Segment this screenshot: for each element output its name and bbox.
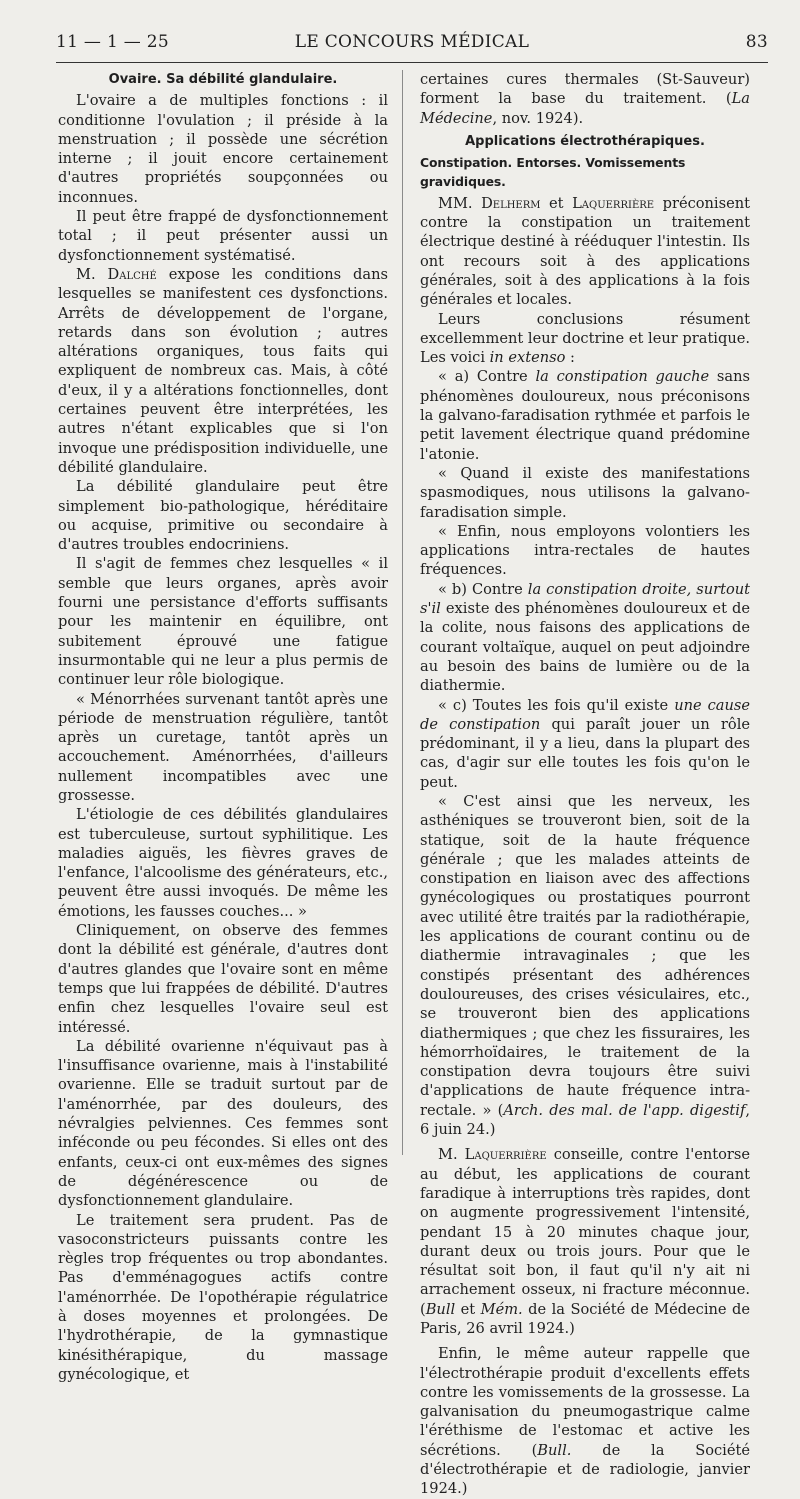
text: « c) Toutes les fois qu'il existe: [438, 696, 675, 714]
text: conseille, contre l'entorse au début, les applications de courant faradique à interruptions très rapides, dont on augmente progressivement l'intensité, pendant 15 à 20 minutes chaque jour, durant deux ou trois jours. Pour que le résultat soit bon, il faut qu'il n'y ait ni arrachement osseux, ni fracture méconnue. (: [420, 1146, 750, 1318]
paragraph: [420, 696, 750, 792]
paragraph: [420, 367, 750, 463]
text: préconisent contre la constipation un traitement électrique destiné à rééduquer l'intestin. Ils ont recours soit à des applications générales, soit à des applications à la fois générales et locales.: [420, 194, 750, 309]
paragraph: Il s'agit de femmes chez lesquelles « il semble que leurs organes, après avoir fourni une persistance d'efforts suffisants pour les maintenir en équilibre, ont subitement éprouvé une fatigue insurmontable qui ne leur a plus permis de continuer leur rôle biologique.: [58, 555, 388, 689]
text: certaines cures thermales (St-Sauveur) forment la base du traitement. (: [420, 71, 750, 108]
text: de la Société d'électrothérapie et de radiologie, janvier 1924.): [420, 1441, 750, 1498]
citation-title: Mém.: [480, 1300, 523, 1318]
text: et: [455, 1300, 481, 1318]
paragraph: [58, 265, 388, 477]
italic-text: in extenso: [489, 349, 566, 367]
paragraph: Il peut être frappé de dysfonctionnement total ; il peut présenter aussi un dysfonctionnement systématisé.: [58, 208, 388, 264]
paragraph: [420, 580, 750, 696]
paragraph: [420, 792, 750, 1139]
section-heading-electro: Applications électrothérapiques.: [465, 133, 705, 149]
italic-text: la constipation droite, surtout s'il: [420, 580, 750, 618]
author-name: M. Laquerrière: [438, 1146, 547, 1164]
paragraph: [420, 194, 750, 310]
paragraph: L'étiologie de ces débilités glandulaires est tuberculeuse, surtout syphilitique. Les maladies aiguës, les fièvres graves de l'enfance, l'alcoolisme des générateurs, etc., peuvent être aussi invoqués. De même les émotions, les fausses couches... »: [58, 806, 388, 920]
citation-title: Arch. des mal. de l'app. digestif: [503, 1101, 746, 1119]
text: « b) Contre: [438, 580, 528, 598]
text: « C'est ainsi que les nerveux, les asthéniques se trouveront bien, soit de la statique, soit de la haute fréquence générale ; que les malades atteints de constipation en liaison avec des affections gynécologiques ou prostatiques pourront avec utilité être traités par la radiothérapie, les applications de courant continu ou de diathermie intravaginales ; que les constipés présentant des adhérences douloureuses, des crises vésiculaires, etc., se trouveront bien des applications diathermiques ; que chez les fissuraires, les hémorrhoïdaires, le traitement de la constipation devra toujours être suivi d'applications de haute fréquence intra-rectale. »: [420, 792, 750, 1119]
section-heading-ovaire: Ovaire. Sa débilité glandulaire.: [108, 72, 338, 87]
section-subheading: Constipation. Entorses. Vomissements gravidiques.: [420, 155, 686, 190]
text: et: [540, 194, 573, 212]
issue-date: 11 — 1 — 25: [56, 32, 169, 52]
paragraph: [420, 1145, 750, 1338]
text: :: [565, 349, 575, 367]
author-name: Laquerrière: [572, 194, 655, 212]
paragraph: « Quand il existe des manifestations spasmodiques, nous utilisons la galvano-faradisation simple.: [420, 464, 750, 521]
paragraph: La débilité glandulaire peut être simplement bio-pathologique, héréditaire ou acquise, primitive ou secondaire à d'autres troubles endocriniens.: [58, 478, 388, 554]
citation-title: Bull.: [537, 1441, 572, 1459]
text: « a) Contre: [438, 368, 536, 386]
citation-title: Bull: [425, 1300, 456, 1318]
paragraph: La débilité ovarienne n'équivaut pas à l'insuffisance ovarienne, mais à l'instabilité ovarienne. Elle se traduit surtout par de l'aménorrhée, par des douleurs, des névralgies pelviennes. Ces femmes sont inféconde ou peu fécondes. Si elles ont des enfants, ceux-ci ont eux-mêmes des signes de dégénérescence ou de dysfonctionnement glandulaire.: [58, 1037, 388, 1210]
paragraph-text: expose les conditions dans lesquelles se manifestent ces dysfonctions. Arrêts de développement de l'organe, retards dans son évolution ; autres altérations organiques, tous faits qui expliquent de nombreux cas. Mais, à côté d'eux, il y a altérations fonctionnelles, dont certaines peuvent être interprétées, les autres n'étant explicables que si l'on invoque une prédisposition individuelle, une débilité glandulaire.: [58, 265, 388, 476]
text: qui paraît jouer un rôle prédominant, il y a lieu, dans la plupart des cas, d'agir sur elle toutes les fois qu'on le peut.: [420, 715, 750, 791]
paragraph: [420, 1344, 750, 1498]
text: existe des phénomènes douloureux et de la colite, nous faisons des applications de courant voltaïque, auquel on peut adjoindre au besoin des bains de lumière ou de la diathermie.: [420, 600, 750, 695]
paragraph: [420, 70, 750, 128]
text: Leurs conclusions résument excellemment leur doctrine et leur pratique. Les voici: [420, 310, 750, 367]
text: Enfin, le même auteur rappelle que l'électrothérapie produit d'excellents effets contre les vomissements de la grossesse. La galvanisation du pneumogastrique calme l'éréthisme de l'estomac et active les sécrétions. (: [420, 1345, 750, 1459]
text: , 6 juin 24.): [420, 1101, 751, 1139]
citation-title: La Médecine: [420, 90, 750, 127]
page-number: 83: [745, 32, 768, 52]
header-rule: [56, 62, 768, 63]
italic-text: une cause de constipation: [420, 696, 750, 733]
right-column: [420, 70, 750, 1499]
author-name: M. Dalché: [76, 265, 157, 283]
page-header: [56, 30, 768, 56]
paragraph: « Ménorrhées survenant tantôt après une période de menstruation régulière, tantôt après un curetage, tantôt après un accouchement. Aménorrhées, d'ailleurs nullement incompatibles avec une grossesse.: [58, 690, 388, 804]
paragraph: « Enfin, nous employons volontiers les applications intra-rectales de hautes fréquences.: [420, 522, 750, 579]
text: , nov. 1924).: [492, 109, 584, 127]
paragraph: Cliniquement, on observe des femmes dont la débilité est générale, d'autres dont d'autres glandes que l'ovaire sont en même temps que lui frappées de débilité. D'autres enfin chez lesquelles l'ovaire seul est intéressé.: [58, 922, 388, 1036]
italic-text: la constipation gauche: [535, 368, 710, 386]
column-divider: [402, 70, 403, 1155]
text: de la Société de Médecine de Paris, 26 avril 1924.): [420, 1300, 751, 1337]
left-column: [58, 70, 388, 1384]
text: (: [497, 1101, 504, 1119]
text: sans phénomènes douloureux, nous préconisons la galvano-faradisation rythmée et parfois le petit lavement électrique quand prédomine l'atonie.: [420, 368, 751, 463]
paragraph: Le traitement sera prudent. Pas de vasoconstricteurs puissants contre les règles trop fréquentes ou trop abondantes. Pas d'emménagogues actifs contre l'aménorrhée. De l'opothérapie régulatrice à doses moyennes et prolongées. De l'hydrothérapie, de la gymnastique kinésithérapique, du massage gynécologique, et: [58, 1211, 388, 1383]
paragraph: [420, 310, 750, 368]
author-name: MM. Delherm: [438, 194, 541, 212]
paragraph: L'ovaire a de multiples fonctions : il conditionne l'ovulation ; il préside à la menstruation ; il possède une sécrétion interne ; il jouit encore certainement d'autres propriétés soupçonnées ou inconnues.: [58, 92, 388, 206]
journal-title: LE CONCOURS MÉDICAL: [294, 32, 530, 52]
